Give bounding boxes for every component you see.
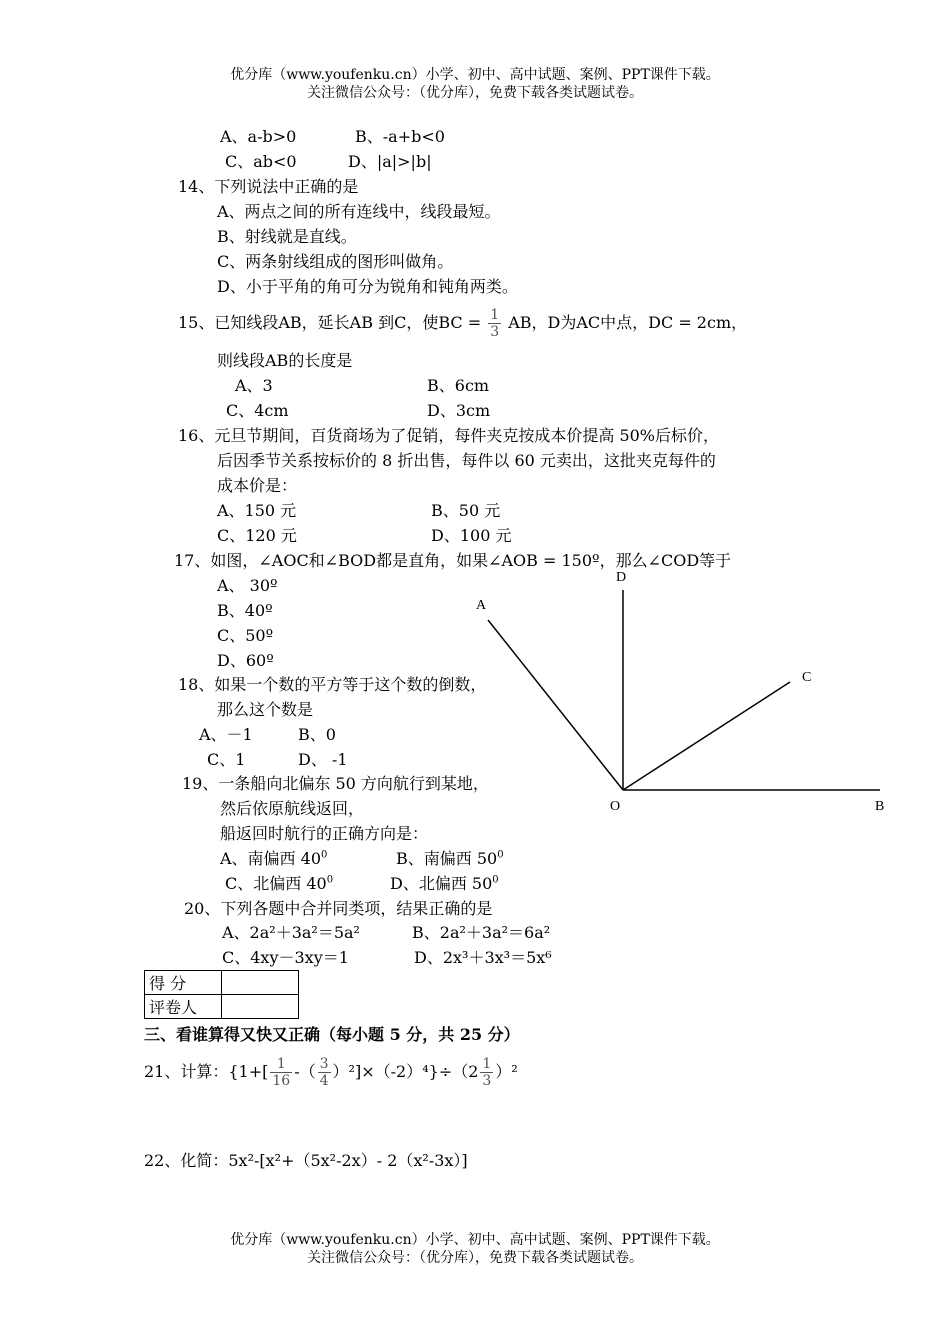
section-3-title: 三、看谁算得又快又正确（每小题 5 分，共 25 分） <box>144 1025 520 1044</box>
footer-line-1: 优分库（www.youfenku.cn）小学、初中、高中试题、案例、PPT课件下载。 <box>230 1232 720 1248</box>
q15-option-c: C、4cm <box>226 401 289 420</box>
q19-option-a-degree: 0 <box>321 849 328 861</box>
q19-option-c <box>225 873 333 895</box>
q18-stem-line-2: 那么这个数是 <box>217 700 314 719</box>
q15-stem-part-a: 15、已知线段AB，延长AB 到C，使BC = <box>178 313 482 332</box>
q21-mid-1: -（ <box>294 1062 316 1081</box>
q16-stem-line-1: 16、元旦节期间，百货商场为了促销，每件夹克按成本价提高 50%后标价， <box>178 426 720 445</box>
q21-fraction-1-numerator: 1 <box>270 1056 292 1073</box>
q19-option-d-text: D、北偏西 50 <box>390 874 493 893</box>
q15-stem <box>178 305 747 341</box>
q16-stem-line-2: 后因季节关系按标价的 8 折出售，每件以 60 元卖出，这批夹克每件的 <box>217 451 716 470</box>
q15-stem-line-2: 则线段AB的长度是 <box>217 351 353 370</box>
grader-row <box>145 995 299 1019</box>
q21-fraction-2-denominator: 4 <box>319 1073 329 1089</box>
q21-fraction-1 <box>270 1056 292 1089</box>
q17-option-a: A、 30º <box>217 576 278 595</box>
score-cell[interactable] <box>222 971 299 995</box>
q17-option-b: B、40º <box>217 601 273 620</box>
q19-option-b <box>396 848 504 870</box>
q18-option-d: D、 -1 <box>298 750 348 769</box>
q21-fraction-2-numerator: 3 <box>319 1056 329 1072</box>
q14-option-c: C、两条射线组成的图形叫做角。 <box>217 252 454 271</box>
grader-cell[interactable] <box>222 995 299 1019</box>
q20-option-c: C、4xy－3xy＝1 <box>222 948 349 967</box>
header-line-2: 关注微信公众号：（优分库），免费下载各类试题试卷。 <box>307 85 643 101</box>
q19-option-b-degree: 0 <box>497 849 504 861</box>
q15-fraction-numerator: 1 <box>490 307 500 323</box>
q16-option-a: A、150 元 <box>217 501 297 520</box>
q19-option-a-text: A、南偏西 40 <box>220 849 322 868</box>
q18-option-a: A、－1 <box>199 725 253 744</box>
q13-option-c: C、ab<0 <box>225 152 297 171</box>
q15-fraction <box>488 307 501 340</box>
q13-option-d: D、|a|>|b| <box>348 152 432 171</box>
score-table <box>144 970 299 1019</box>
q17-stem: 17、如图，∠AOC和∠BOD都是直角，如果∠AOB = 150º，那么∠COD等于 <box>174 551 732 570</box>
q17-option-d: D、60º <box>217 651 274 670</box>
q21-mid-2: ）²]×（-2）⁴}÷（2 <box>332 1062 479 1081</box>
q19-stem-line-2: 然后依原航线返回， <box>220 799 365 818</box>
q14-option-a: A、两点之间的所有连线中，线段最短。 <box>217 202 501 221</box>
q21-suffix: ）² <box>495 1062 518 1081</box>
q18-option-b: B、0 <box>298 725 336 744</box>
q18-stem-line-1: 18、如果一个数的平方等于这个数的倒数， <box>178 675 487 694</box>
q21-fraction-3-denominator: 3 <box>482 1073 492 1089</box>
label-b: B <box>875 799 885 814</box>
q21-expression <box>144 1052 518 1092</box>
label-a: A <box>476 598 487 613</box>
q15-option-d: D、3cm <box>427 401 491 420</box>
q13-option-a: A、a-b>0 <box>220 127 297 146</box>
q19-option-d-degree: 0 <box>492 874 499 886</box>
q21-fraction-3 <box>480 1056 493 1089</box>
q18-option-c: C、1 <box>207 750 246 769</box>
angle-figure <box>470 565 900 820</box>
q15-stem-part-b: AB，D为AC中点，DC = 2cm， <box>508 313 748 332</box>
q21-fraction-1-denominator: 16 <box>272 1073 291 1089</box>
q16-stem-line-3: 成本价是： <box>217 476 298 495</box>
footer-line-2: 关注微信公众号：（优分库），免费下载各类试题试卷。 <box>307 1250 643 1266</box>
q19-option-c-degree: 0 <box>326 874 334 886</box>
q19-stem-line-1: 19、一条船向北偏东 50 方向航行到某地， <box>182 774 489 793</box>
ray-oc <box>623 682 790 790</box>
q16-option-d: D、100 元 <box>431 526 512 545</box>
q19-option-d <box>390 873 499 895</box>
label-d: D <box>616 570 627 585</box>
q19-option-a <box>220 848 327 870</box>
q14-stem: 14、下列说法中正确的是 <box>178 177 359 196</box>
q19-stem-line-3: 船返回时航行的正确方向是： <box>220 824 429 843</box>
q21-fraction-3-numerator: 1 <box>482 1056 492 1072</box>
label-o: O <box>610 799 621 814</box>
q20-option-d: D、2x³＋3x³＝5x⁶ <box>414 948 552 967</box>
q21-fraction-2 <box>318 1056 331 1089</box>
q19-option-b-text: B、南偏西 50 <box>396 849 498 868</box>
q19-option-c-text: C、北偏西 40 <box>225 874 327 893</box>
header-line-1: 优分库（www.youfenku.cn）小学、初中、高中试题、案例、PPT课件下载。 <box>230 67 720 83</box>
q22-expression: 22、化简：5x²-[x²+（5x²-2x）- 2（x²-3x）] <box>144 1151 468 1170</box>
q20-option-b: B、2a²＋3a²＝6a² <box>412 923 551 942</box>
q17-option-c: C、50º <box>217 626 274 645</box>
grader-label: 评卷人 <box>145 995 222 1019</box>
q20-stem: 20、下列各题中合并同类项，结果正确的是 <box>184 899 493 918</box>
q14-option-d: D、小于平角的角可分为锐角和钝角两类。 <box>217 277 518 296</box>
label-c: C <box>802 670 812 685</box>
ray-oa <box>488 620 623 790</box>
score-label: 得 分 <box>145 971 222 995</box>
q20-option-a: A、2a²＋3a²＝5a² <box>222 923 360 942</box>
q13-option-b: B、-a+b<0 <box>355 127 445 146</box>
q21-prefix: 21、计算：{1+[ <box>144 1062 269 1081</box>
q15-fraction-denominator: 3 <box>490 324 500 340</box>
q15-option-b: B、6cm <box>427 376 490 395</box>
score-row <box>145 971 299 995</box>
q15-option-a: A、3 <box>235 376 273 395</box>
q14-option-b: B、射线就是直线。 <box>217 227 357 246</box>
q16-option-c: C、120 元 <box>217 526 297 545</box>
q16-option-b: B、50 元 <box>431 501 501 520</box>
